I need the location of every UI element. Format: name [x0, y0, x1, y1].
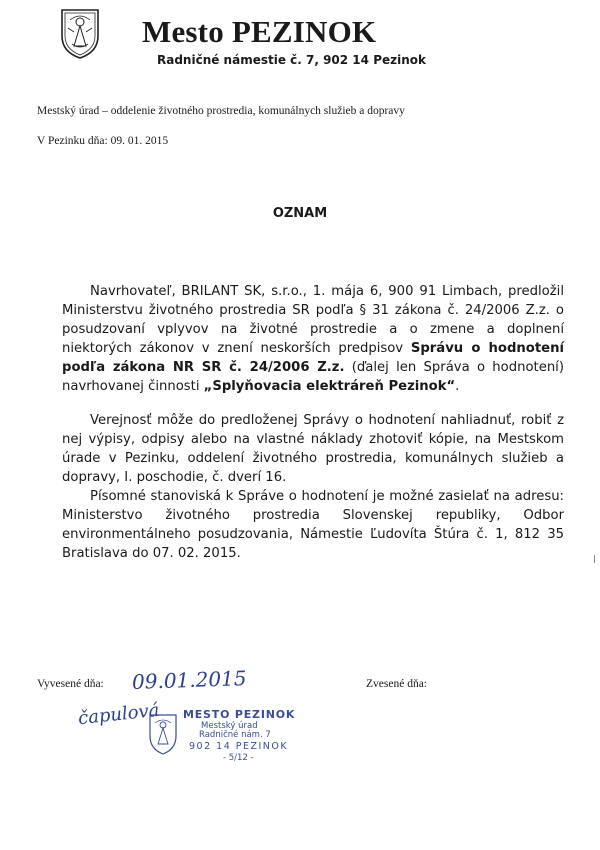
- stamp-line-city: 902 14 PEZINOK: [189, 741, 289, 752]
- p1-text-c: (ďalej len Správa o hodnotení) navrhovanej činnosti: [62, 360, 564, 394]
- posted-label: Vyvesené dňa:: [37, 678, 104, 690]
- paragraph-statements: [62, 487, 564, 563]
- p1-project-name: „Splyňovacia elektráreň Pezinok“: [203, 379, 456, 394]
- p2-text: Verejnosť môže do predloženej Správy o hodnotení nahliadnuť, robiť z nej výpisy, odpisy alebo na vlastné náklady zhotoviť kópie, na Mestskom úrade v Pezinku, oddelení životného prostredia, komunálnych služieb a dopravy, I. poschodie, č. dverí 16.: [62, 413, 564, 485]
- notice-heading: OZNAM: [272, 206, 328, 221]
- office-stamp: [147, 708, 299, 766]
- margin-mark: [594, 555, 595, 563]
- p3-text: Písomné stanoviská k Správe o hodnotení je možné zasielať na adresu: Ministerstvo životného prostredia Slovenskej republiky, Odbor environmentálneho posudzovania, Námestie Ľudovíta Štúra č. 1, 812 35 Bratislava do 07. 02. 2015.: [62, 489, 564, 561]
- stamp-line-street: Radničné nám. 7: [199, 730, 271, 740]
- letterhead-title: Mesto PEZINOK: [142, 14, 377, 49]
- stamp-crest-icon: [147, 712, 179, 756]
- p1-text-a: Navrhovateľ, BRILANT SK, s.r.o., 1. mája 6, 900 91 Limbach, predložil Ministerstvu životného prostredia SR podľa § 31 zákona č. 24/2006 Z.z. o posudzovaní vplyvov na životné prostredie a o zmene a doplnení niektorých zákonov v znení neskorších predpisov: [62, 284, 564, 356]
- letterhead-address: Radničné námestie č. 7, 902 14 Pezinok: [157, 53, 426, 67]
- handwritten-signature: čapulová: [77, 699, 161, 730]
- stamp-title: MESTO PEZINOK: [183, 708, 296, 721]
- date-line: V Pezinku dňa: 09. 01. 2015: [37, 135, 169, 147]
- p1-report-title: Správu o hodnotení podľa zákona NR SR č. 24/2006 Z.z.: [62, 341, 565, 375]
- stamp-line-office: Mestský úrad: [201, 721, 258, 731]
- city-crest-icon: [58, 6, 102, 60]
- p1-text-e: .: [455, 379, 460, 394]
- posted-date-handwritten: 09.01.2015: [131, 666, 247, 694]
- stamp-line-number: - 5/12 -: [223, 753, 254, 763]
- paragraph-public-access: [62, 411, 564, 487]
- office-line: Mestský úrad – oddelenie životného prostredia, komunálnych služieb a dopravy: [37, 105, 405, 117]
- paragraph-applicant: [62, 282, 564, 396]
- removed-label: Zvesené dňa:: [366, 678, 427, 690]
